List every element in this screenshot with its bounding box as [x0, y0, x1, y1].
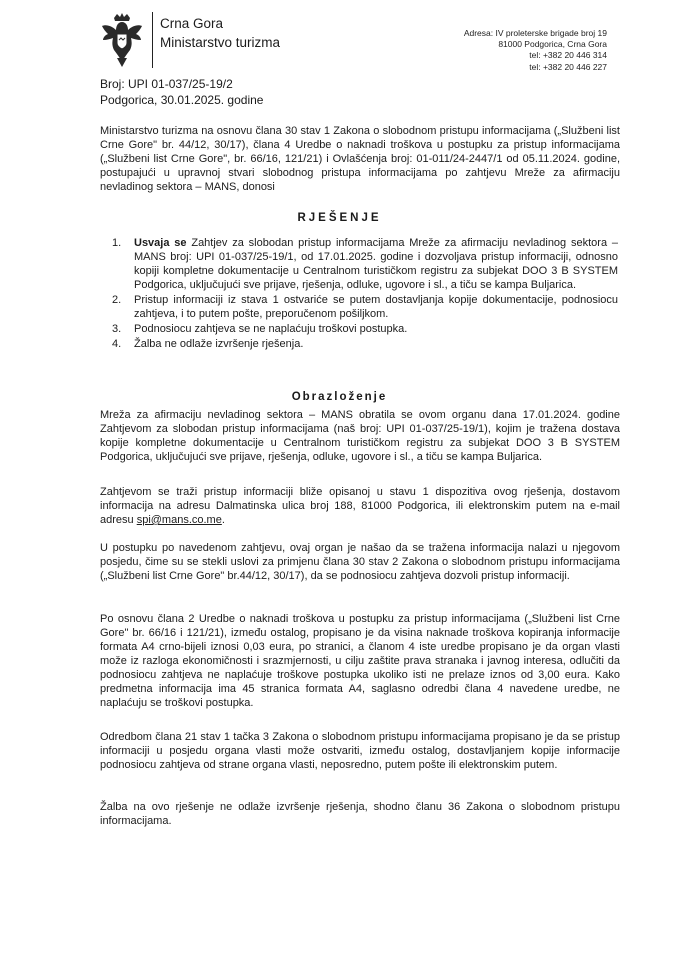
item-lead: Usvaja se — [134, 237, 187, 249]
country-name: Crna Gora — [160, 16, 224, 31]
item-body: Žalba ne odlaže izvršenje rješenja. — [134, 338, 304, 350]
list-item — [112, 322, 618, 336]
item-body: Pristup informaciji iz stava 1 ostvariće se putem dostavljanja kopije dokumentacije, podnosiocu zahtjeva, i to putem pošte, preporučenom pošiljkom. — [134, 294, 618, 320]
phone-line: tel: +382 20 446 314 — [529, 50, 607, 61]
reasoning-paragraph-1: Mreža za afirmaciju nevladinog sektora – MANS obratila se ovom organu dana 17.01.2024. godine Zahtjevom za slobodan pristup informacijama (naš broj: UPI 01-037/25-19/1), kojim je tražena dostava kopije kompletne dokumentacije u Centralnom turističkom registru za subjekat DOO 3 B SYSTEM Podgorica, uključujući sve prijave, rješenja, odluke, ugovore i sl., a tiču se kampa Buljarica. — [100, 409, 620, 463]
place-date: Podgorica, 30.01.2025. godine — [100, 93, 264, 107]
list-item — [112, 337, 618, 351]
item-body: Zahtjev za slobodan pristup informacijama Mreže za afirmaciju nevladinog sektora – MANS broj: UPI 01-037/25-19/1, od 17.01.2025. godine i dozvoljava pristup informaciji, odnosno kopiji kompletne dokumentacije u Centralnom turističkom registru za subjekat DOO 3 B SYSTEM Podgorica, uključujući sve prijave, rješenja, odluke, ugovore i sl., a tiču se kampa Buljarica. — [134, 237, 618, 291]
list-item — [112, 293, 618, 321]
reference-block — [100, 76, 263, 108]
ministry-name: Ministarstvo turizma — [160, 35, 281, 50]
paragraph-end: . — [221, 514, 225, 526]
institution-block — [160, 14, 280, 52]
intro-paragraph: Ministarstvo turizma na osnovu člana 30 stav 1 Zakona o slobodnom pristupu informacijama („Službeni list Crne Gore" br. 44/12, 30/17), člana 4 Uredbe o naknadi troškova u postupku za pristup informacijama („Službeni list Crne Gore", br. 66/16, 121/21) i Ovlašćenja broj: 01-011/24-2447/1 od 05.11.2024. godine, postupajući u upravnoj stvari slobodnog pristupa informacijama po zahtjevu Mreže za afirmaciju nevladinog sektora – MANS, donosi — [100, 125, 620, 193]
address-line: Adresa: IV proleterske brigade broj 19 — [463, 28, 607, 38]
reasoning-paragraph-5: Odredbom člana 21 stav 1 tačka 3 Zakona o slobodnom pristupu informacijama propisano je da se pristup informaciji u posjedu organa vlasti može ostvariti, između ostalog, dostavljanjem kopije informacije podnosiocu zahtjeva od strane organa vlasti, neposredno, putem pošte ili elektronskim putem. — [100, 731, 620, 771]
address-line: 81000 Podgorica, Crna Gora — [498, 39, 607, 50]
item-number: 2. — [112, 294, 122, 306]
reasoning-paragraph-6: Žalba na ovo rješenje ne odlaže izvršenje rješenja, shodno članu 36 Zakona o slobodnom pristupu informacijama. — [100, 801, 620, 827]
reasoning-paragraph-4: Po osnovu člana 2 Uredbe o naknadi troškova u postupku za pristup informacijama („Službeni list Crne Gore" br. 66/16 i 121/21), između ostalog, propisano je da visina naknade troškova kopiranja informacije formata A4 crno-bijeli iznosi 0,03 eura, po stranici, a članom 4 iste uredbe propisano je da organ vlasti može iz razloga ekonomičnosti i srazmjernosti, u cilju zaštite prava stranaka i javnog interesa, odlučiti da podnosiocu zahtjeva ne naplaćuje troškove postupka ukoliko isti ne prelaze iznos od 3,00 eura. Kako predmetna informacija ima 45 stranica formata A4, saglasno odredbi člana 4 navedene uredbe, ne naplaćuju se troškovi postupka. — [100, 613, 620, 709]
email-link[interactable]: spi@mans.co.me — [136, 514, 222, 526]
item-number: 1. — [112, 237, 122, 249]
paragraph-text: Zahtjevom se traži pristup informaciji bliže opisanoj u stavu 1 dispozitiva ovog rješenja, dostavom informacija na adresu Dalmatinska ulica broj 188, 81000 Podgorica, ili elektronskim putem na e-mail adresu — [100, 486, 620, 526]
item-number: 4. — [112, 338, 122, 350]
phone-line: tel: +382 20 446 227 — [529, 61, 607, 72]
item-number: 3. — [112, 323, 122, 335]
reasoning-title: Obrazloženje — [291, 391, 388, 403]
address-block — [464, 28, 607, 73]
item-text — [134, 236, 618, 292]
list-item — [112, 236, 618, 292]
reasoning-paragraph-3: U postupku po navedenom zahtjevu, ovaj organ je našao da se tražena informacija nalazi u njegovom posjedu, čime su se stekli uslovi za primjenu člana 30 stav 2 Zakona o slobodnom pristupu informacijama („Službeni list Crne Gore" br.44/12, 30/17), da se podnosiocu zahtjeva dozvoli pristup informaciji. — [100, 542, 620, 582]
coat-of-arms-icon — [100, 12, 144, 68]
reference-number: Broj: UPI 01-037/25-19/2 — [100, 77, 233, 91]
item-body: Podnosiocu zahtjeva se ne naplaćuju troškovi postupka. — [134, 323, 408, 335]
decision-list — [112, 236, 618, 352]
header-divider — [152, 12, 153, 68]
reasoning-paragraph-2 — [100, 485, 620, 527]
decision-title: RJEŠENJE — [297, 212, 382, 224]
